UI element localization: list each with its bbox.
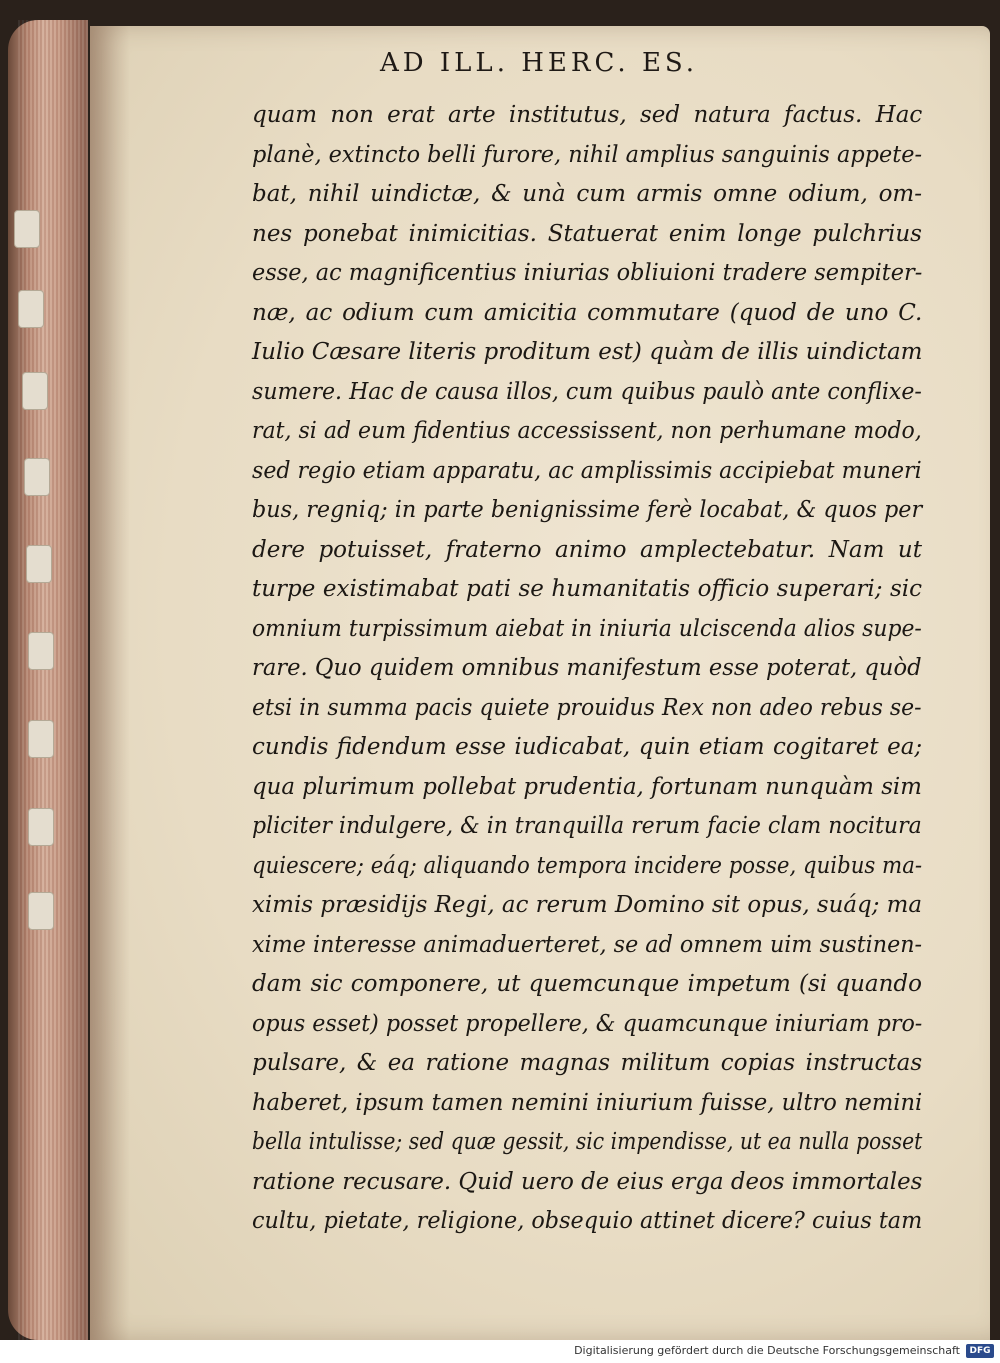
page-tab-marker [24,458,50,496]
text-line: cultu, pietate, religione, obsequio attinet dicere? cuius tam [252,1208,923,1234]
footer-bar [0,1340,1000,1363]
text-line: næ, ac odium cum amicitia commutare (quod de uno C. [252,299,923,326]
dfg-logo: DFG [966,1344,994,1358]
text-line: esse, ac magnificentius iniurias obliuioni tradere sempiter- [252,260,923,286]
text-line: quiescere; eáq; aliquando tempora incidere posse, quibus ma- [252,852,923,879]
text-line: pliciter indulgere, & in tranquilla rerum facie clam nocitura [252,813,922,839]
page-tab-marker [28,632,54,670]
text-line: Iulio Cæsare literis proditum est) quàm de illis uindictam [252,339,923,365]
text-line: etsi in summa pacis quiete prouidus Rex non adeo rebus se- [252,694,922,721]
text-line: xime interesse animaduerteret, se ad omnem uim sustinen- [252,931,923,958]
text-line: sed regio etiam apparatu, ac amplissimis accipiebat muneri [252,457,922,484]
text-line: ratione recusare. Quid uero de eius erga deos immortales [252,1168,923,1195]
page-tab-marker [26,545,52,583]
page-tab-marker [28,720,54,758]
text-line: omnium turpissimum aiebat in iniuria ulciscenda alios supe- [252,615,922,642]
text-line: sumere. Hac de causa illos, cum quibus paulò ante conflixe- [252,378,922,405]
text-line: ximis præsidijs Regi, ac rerum Domino sit opus, suáq; ma [252,892,923,918]
text-line: bat, nihil uindictæ, & unà cum armis omne odium, om- [252,181,922,207]
text-line: rat, si ad eum fidentius accessissent, non perhumane modo, [252,418,922,444]
text-line: quam non erat arte institutus, sed natura factus. Hac [252,102,923,128]
text-line: opus esset) posset propellere, & quamcunque iniuriam pro- [252,1010,923,1037]
funding-notice: Digitalisierung gefördert durch die Deutsche Forschungsgemeinschaft [574,1344,960,1357]
text-line: turpe existimabat pati se humanitatis officio superari; sic [252,576,922,602]
text-line: cundis fidendum esse iudicabat, quin etiam cogitaret ea; [252,734,923,760]
page-tab-marker [28,808,54,846]
text-line: pulsare, & ea ratione magnas militum copias instructas [252,1050,923,1076]
text-line: bella intulisse; sed quæ gessit, sic impendisse, ut ea nulla posset [252,1129,923,1155]
page-tab-marker [18,290,44,328]
text-line: nes ponebat inimicitias. Statuerat enim longe pulchrius [252,220,922,247]
running-header: AD ILL. HERC. ES. [380,48,699,78]
page-tab-marker [22,372,48,410]
text-line: bus, regniq; in parte benignissime ferè locabat, & quos per [252,497,923,523]
body-text [252,96,922,1242]
text-line: haberet, ipsum tamen nemini iniurium fuisse, ultro nemini [252,1089,923,1116]
page-tab-marker [14,210,40,248]
text-line: qua plurimum pollebat prudentia, fortunam nunquàm sim [252,773,922,800]
text-line: rare. Quo quidem omnibus manifestum esse poterat, quòd [252,655,922,681]
text-line: planè, extincto belli furore, nihil amplius sanguinis appete- [252,141,922,168]
text-line: dere potuisset, fraterno animo amplectebatur. Nam ut [252,536,922,563]
text-line: dam sic componere, ut quemcunque impetum (si quando [252,971,922,997]
page-tab-marker [28,892,54,930]
